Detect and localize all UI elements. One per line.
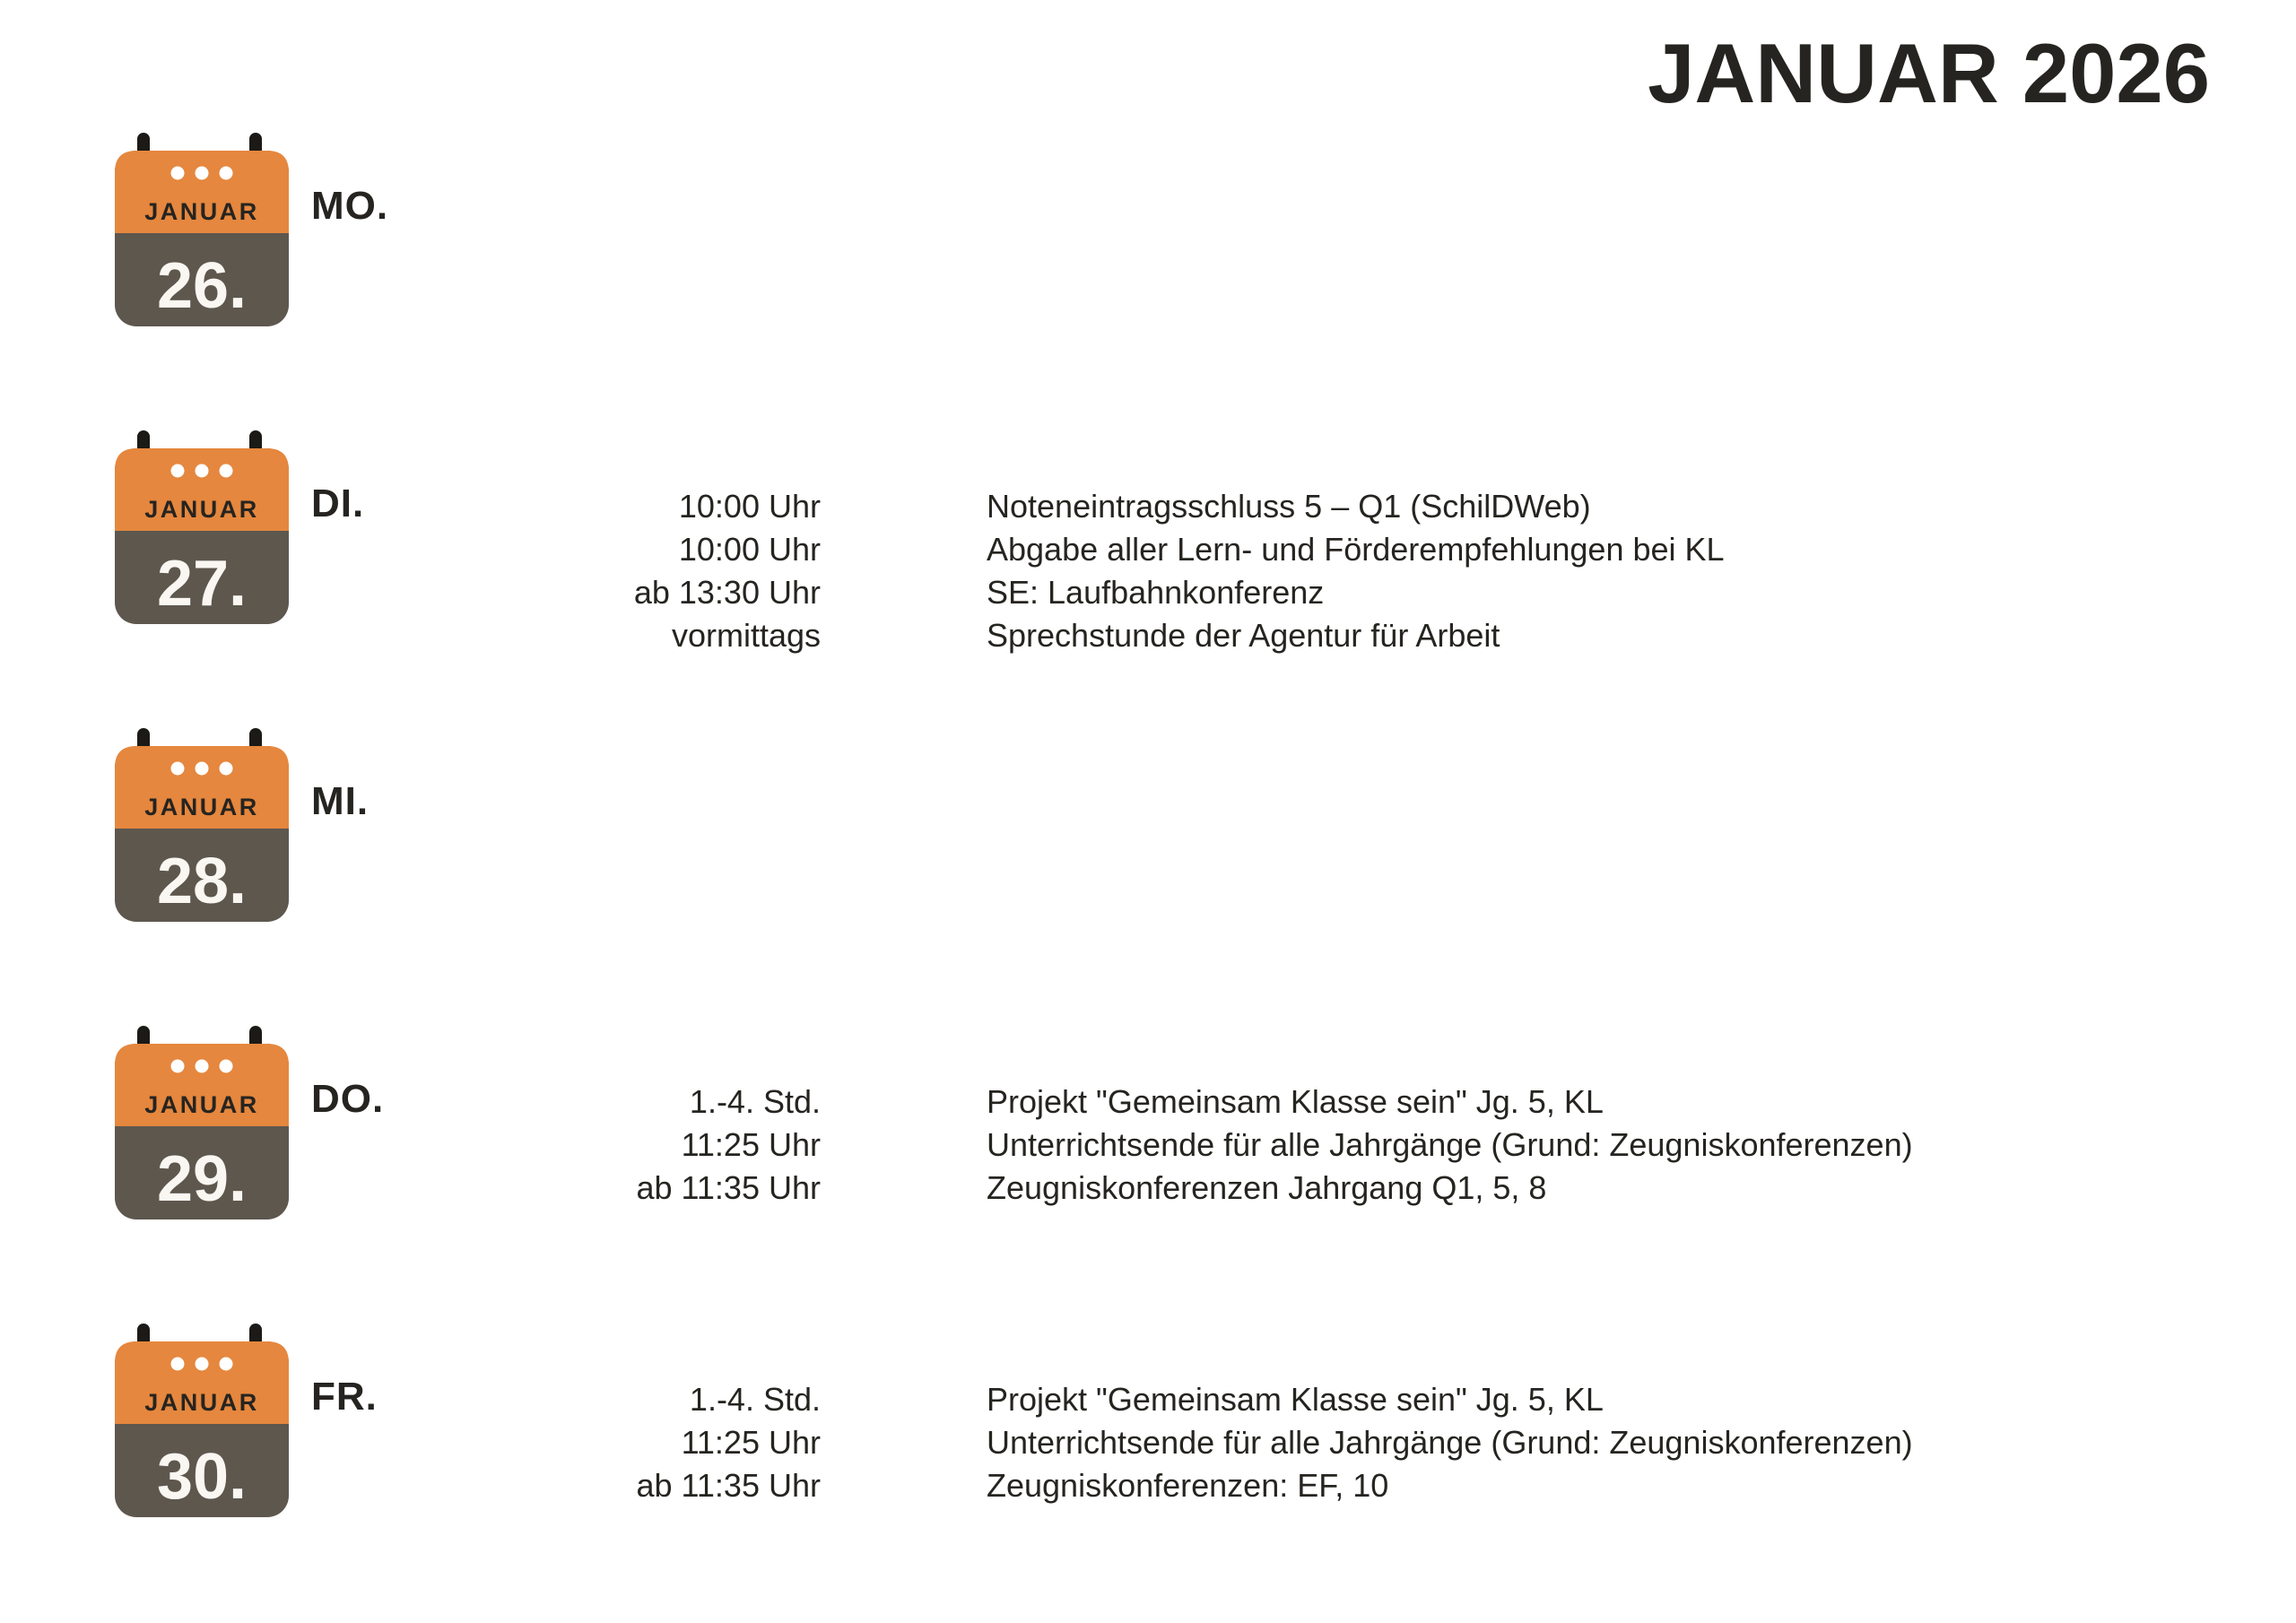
event-time: 10:00 Uhr [678,488,821,525]
weekday-label: FR. [311,1375,378,1419]
calendar-icon [112,133,291,337]
event-time: ab 11:35 Uhr [636,1169,821,1206]
calendar-dot-icon [196,1060,209,1073]
event-title: Sprechstunde der Agentur für Arbeit [987,617,1500,654]
event-time: 11:25 Uhr [681,1424,821,1461]
calendar-icon [112,430,291,635]
event-time: ab 11:35 Uhr [636,1467,821,1504]
event-title: Zeugniskonferenzen Jahrgang Q1, 5, 8 [987,1169,1547,1206]
calendar-dot-icon [196,762,209,776]
event-time: 11:25 Uhr [681,1126,821,1163]
event-list [610,485,1725,657]
calendar-date-label: 26. [156,250,248,322]
calendar-dot-icon [171,167,185,180]
calendar-month-label: JANUAR [144,198,259,225]
calendar-dot-icon [171,464,185,478]
weekday-label: MO. [311,184,389,228]
day-row [112,728,2242,1026]
calendar-month-label: JANUAR [144,1091,259,1118]
event-row [610,485,1725,528]
event-title: Unterrichtsende für alle Jahrgänge (Grund: Zeugniskonferenzen) [987,1424,1913,1461]
event-row [610,614,1725,657]
event-title: Noteneintragsschluss 5 – Q1 (SchilDWeb) [987,488,1591,525]
calendar-dot-icon [196,464,209,478]
event-list [610,1081,1913,1210]
event-row [610,1378,1913,1421]
calendar-icon [112,728,291,933]
calendar-date-label: 27. [156,548,248,620]
calendar-dot-icon [220,464,233,478]
calendar-dot-icon [220,762,233,776]
calendar-dot-icon [220,1060,233,1073]
event-row [610,1464,1913,1507]
event-time: vormittags [671,617,821,654]
calendar-date-label: 30. [156,1441,248,1513]
event-title: SE: Laufbahnkonferenz [987,574,1325,611]
event-time: 10:00 Uhr [678,531,821,568]
calendar-date-label: 29. [156,1143,248,1215]
day-row [112,1026,2242,1324]
weekday-label: DI. [311,482,365,525]
day-row [112,133,2242,430]
calendar-dot-icon [220,167,233,180]
weekday-label: DO. [311,1077,385,1121]
event-row [610,1081,1913,1124]
event-title: Zeugniskonferenzen: EF, 10 [987,1467,1389,1504]
event-title: Abgabe aller Lern- und Förderempfehlungen bei KL [987,531,1725,568]
calendar-date-label: 28. [156,846,248,917]
event-row [610,1421,1913,1464]
event-title: Projekt "Gemeinsam Klasse sein" Jg. 5, KL [987,1083,1604,1120]
calendar-dot-icon [171,762,185,776]
event-time: 1.-4. Std. [689,1381,821,1418]
day-row [112,1324,2242,1621]
day-row [112,430,2242,728]
event-time: 1.-4. Std. [689,1083,821,1120]
calendar-dot-icon [196,1358,209,1371]
event-title: Unterrichtsende für alle Jahrgänge (Grund: Zeugniskonferenzen) [987,1126,1913,1163]
calendar-dot-icon [171,1358,185,1371]
calendar-dot-icon [171,1060,185,1073]
page-title: JANUAR 2026 [1648,26,2210,120]
event-time: ab 13:30 Uhr [633,574,821,611]
calendar-month-label: JANUAR [144,794,259,820]
event-title: Projekt "Gemeinsam Klasse sein" Jg. 5, KL [987,1381,1604,1418]
calendar-dot-icon [196,167,209,180]
event-row [610,528,1725,571]
calendar-month-label: JANUAR [144,1389,259,1416]
calendar-dot-icon [220,1358,233,1371]
event-row [610,1124,1913,1167]
weekday-label: MI. [311,779,370,823]
event-list [610,1378,1913,1507]
day-list [112,133,2242,1621]
event-row [610,571,1725,614]
calendar-icon [112,1026,291,1230]
calendar-icon [112,1324,291,1528]
event-row [610,1167,1913,1210]
calendar-month-label: JANUAR [144,496,259,523]
